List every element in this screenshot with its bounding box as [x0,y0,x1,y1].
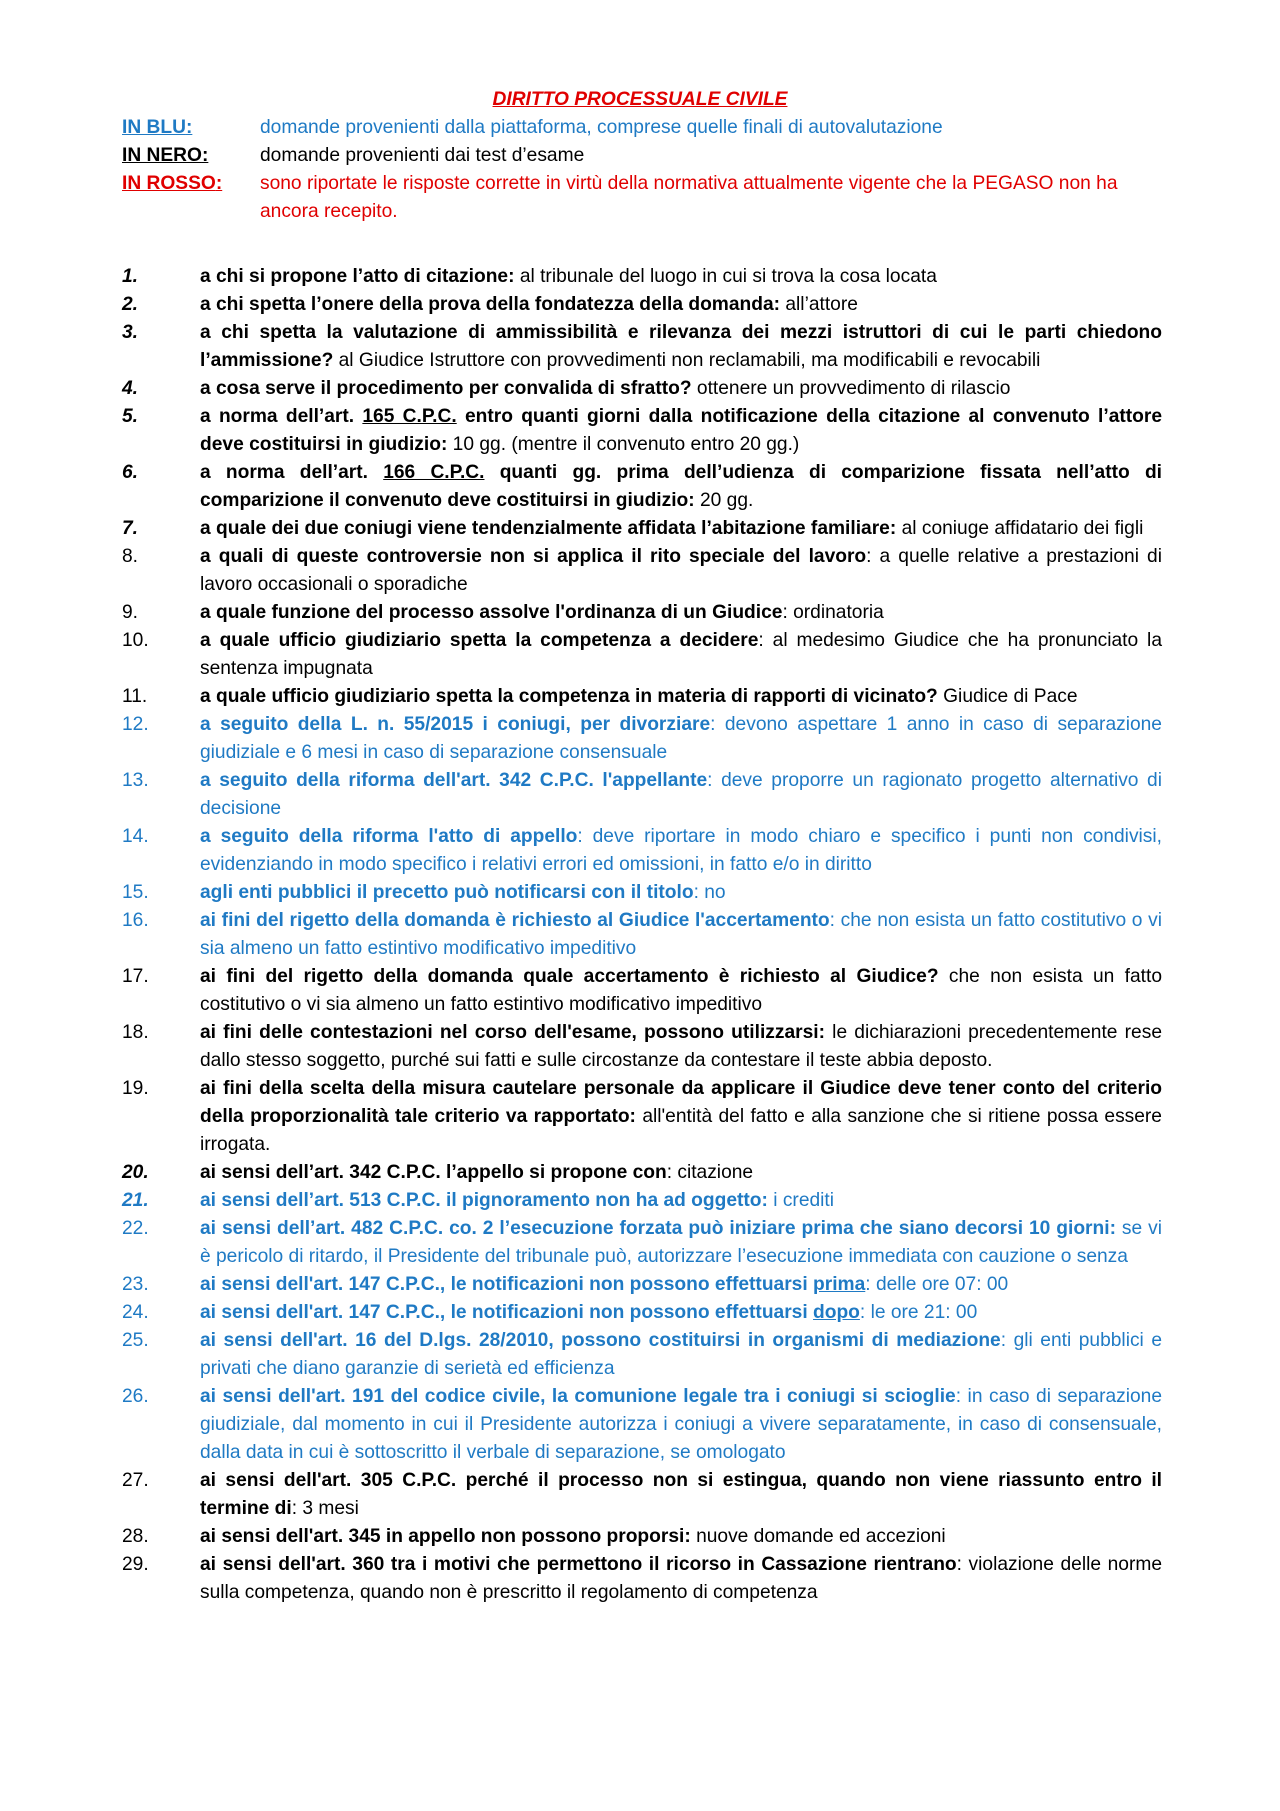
list-item [122,711,1162,767]
list-item [122,1159,1162,1187]
item-question: ai sensi dell'art. 305 C.P.C. perché il processo non si estingua, quando non viene riassunto entro il termine di [200,1470,1162,1519]
item-number: 7. [122,518,139,539]
item-answer: nuove domande ed accezioni [690,1526,946,1547]
item-question-article: 165 C.P.C. [362,406,457,427]
item-number: 2. [122,294,139,315]
item-question: agli enti pubblici il precetto può notificarsi con il titolo [200,882,694,903]
question-list [122,263,1162,1607]
item-answer: 10 gg. (mentre il convenuto entro 20 gg.) [447,434,800,455]
item-answer: : violazione delle norme sulla competenza, quando non è prescritto il regolamento di competenza [200,1554,1162,1603]
item-number: 13. [122,770,149,791]
item-answer: all'entità del fatto e alla sanzione che si ritiene possa essere irrogata. [200,1106,1162,1155]
list-item [122,1019,1162,1075]
item-number: 19. [122,1078,149,1099]
item-question: a quale ufficio giudiziario spetta la competenza a decidere [200,630,759,651]
item-question: a seguito della riforma dell'art. 342 C.P.C. l'appellante [200,770,708,791]
legend-text: domande provenienti dalla piattaforma, comprese quelle finali di autovalutazione [260,117,943,138]
list-item [122,459,1162,515]
list-item [122,515,1162,543]
list-item [122,683,1162,711]
item-question: a seguito della L. n. 55/2015 i coniugi, per divorziare [200,714,711,735]
item-number: 17. [122,966,149,987]
item-answer: : delle ore 07: 00 [865,1274,1009,1295]
item-answer: al tribunale del luogo in cui si trova la cosa locata [514,266,937,287]
item-question: a chi spetta l’onere della prova della fondatezza della domanda: [200,294,781,315]
item-answer: i crediti [767,1190,835,1211]
list-item [122,291,1162,319]
list-item [122,375,1162,403]
item-number: 29. [122,1554,149,1575]
item-question: a norma dell’art. [200,462,384,483]
legend-row-blue [122,114,1162,142]
item-number: 18. [122,1022,149,1043]
item-question-keyword: dopo [813,1302,860,1323]
item-number: 10. [122,630,149,651]
item-answer: : al medesimo Giudice che ha pronunciato la sentenza impugnata [200,630,1162,679]
item-question: ai fini della scelta della misura cautelare personale da applicare il Giudice deve tener conto del criterio della proporzionalità tale criterio va rapportato: [200,1078,1162,1127]
list-item [122,1271,1162,1299]
list-item [122,319,1162,375]
item-number: 15. [122,882,149,903]
list-item [122,403,1162,459]
list-item [122,1215,1162,1271]
item-number: 20. [122,1162,149,1183]
item-question: ai sensi dell'art. 16 del D.lgs. 28/2010, possono costituirsi in organismi di mediazione [200,1330,1001,1351]
item-answer: : deve proporre un ragionato progetto alternativo di decisione [200,770,1162,819]
item-answer: : citazione [666,1162,754,1183]
item-question: a seguito della riforma l'atto di appello [200,826,578,847]
list-item [122,1467,1162,1523]
item-answer: al coniuge affidatario dei figli [896,518,1144,539]
item-question: ai sensi dell'art. 360 tra i motivi che permettono il ricorso in Cassazione rientrano [200,1554,957,1575]
item-question-article: 166 C.P.C. [383,462,485,483]
list-item [122,627,1162,683]
item-answer: : gli enti pubblici e privati che diano garanzie di serietà ed efficienza [200,1330,1163,1379]
item-number: 8. [122,546,139,567]
legend-key: IN NERO [122,145,202,166]
color-legend [122,114,1162,226]
legend-key-sep: : [201,145,209,166]
item-number: 16. [122,910,149,931]
list-item [122,907,1162,963]
list-item [122,1299,1162,1327]
item-number: 22. [122,1218,149,1239]
item-question: ai fini del rigetto della domanda quale accertamento è richiesto al Giudice? [200,966,939,987]
item-number: 1. [122,266,139,287]
item-number: 25. [122,1330,149,1351]
item-answer: all’attore [780,294,858,315]
legend-row-red [122,170,1162,226]
item-question: a norma dell’art. [200,406,363,427]
list-item [122,1523,1162,1551]
item-answer: : che non esista un fatto costitutivo o vi sia almeno un fatto estintivo modificativo impeditivo [200,910,1162,959]
item-question: ai fini delle contestazioni nel corso dell'esame, possono utilizzarsi: [200,1022,825,1043]
item-answer: : deve riportare in modo chiaro e specifico i punti non condivisi, evidenziando in modo specifico i relativi errori ed omissioni, in fatto e/o in diritto [200,826,1162,875]
item-question: ai sensi dell'art. 147 C.P.C., le notificazioni non possono effettuarsi [200,1274,814,1295]
item-question: a quale funzione del processo assolve l'ordinanza di un Giudice [200,602,783,623]
item-question: quanti gg. prima dell’udienza di comparizione fissata nell’atto di comparizione il convenuto deve costituirsi in giudizio: [200,462,1162,511]
item-answer: le dichiarazioni precedentemente rese dallo stesso soggetto, purché sui fatti e sulle circostanze da contestare il teste abbia deposto. [200,1022,1162,1071]
item-question: ai sensi dell’art. 342 C.P.C. l’appello si propone con [200,1162,667,1183]
item-question: ai sensi dell'art. 147 C.P.C., le notificazioni non possono effettuarsi [200,1302,814,1323]
item-answer: : devono aspettare 1 anno in caso di separazione giudiziale e 6 mesi in caso di separazione consensuale [200,714,1162,763]
list-item [122,1551,1162,1607]
item-question: a quali di queste controversie non si applica il rito speciale del lavoro [200,546,867,567]
item-answer: : ordinatoria [782,602,884,623]
item-number: 3. [122,322,139,343]
item-question: a quale dei due coniugi viene tendenzialmente affidata l’abitazione familiare: [200,518,897,539]
item-answer: ottenere un provvedimento di rilascio [691,378,1011,399]
item-number: 27. [122,1470,149,1491]
item-answer: : no [693,882,726,903]
item-number: 28. [122,1526,149,1547]
item-question: a cosa serve il procedimento per convalida di sfratto? [200,378,692,399]
item-number: 11. [122,686,148,707]
item-answer: : a quelle relative a prestazioni di lavoro occasionali o sporadiche [200,546,1162,595]
item-number: 14. [122,826,149,847]
item-question: ai sensi dell’art. 482 C.P.C. co. 2 l’esecuzione forzata può iniziare prima che siano decorsi 10 giorni: [200,1218,1116,1239]
list-item [122,1187,1162,1215]
legend-key-sep: : [185,117,193,138]
page-title: DIRITTO PROCESSUALE CIVILE [492,89,788,110]
item-number: 21. [122,1190,149,1211]
item-question: ai sensi dell’art. 513 C.P.C. il pignoramento non ha ad oggetto: [200,1190,768,1211]
item-question: ai fini del rigetto della domanda è richiesto al Giudice l'accertamento [200,910,830,931]
item-answer: 20 gg. [694,490,754,511]
item-answer: : le ore 21: 00 [859,1302,978,1323]
list-item [122,823,1162,879]
list-item [122,263,1162,291]
legend-text: domande provenienti dai test d’esame [260,145,585,166]
list-item [122,879,1162,907]
legend-key: IN ROSSO [122,173,216,194]
item-number: 12. [122,714,149,735]
list-item [122,543,1162,599]
list-item [122,1383,1162,1467]
item-answer: : in caso di separazione giudiziale, dal momento in cui il Presidente autorizza i coniugi a vivere separatamente, in caso di consensuale, dalla data in cui è sottoscritto il verbale di separazione, se omologato [200,1386,1163,1463]
list-item [122,1075,1162,1159]
item-question: a quale ufficio giudiziario spetta la competenza in materia di rapporti di vicinato? [200,686,938,707]
list-item [122,599,1162,627]
item-question: a chi si propone l’atto di citazione: [200,266,515,287]
list-item [122,767,1162,823]
legend-key: IN BLU [122,117,186,138]
item-question: ai sensi dell'art. 345 in appello non possono proporsi: [200,1526,691,1547]
item-number: 4. [122,378,139,399]
item-number: 9. [122,602,139,623]
item-question: entro quanti giorni dalla notificazione della citazione al convenuto l’attore deve costituirsi in giudizio: [200,406,1163,455]
item-answer: che non esista un fatto costitutivo o vi sia almeno un fatto estintivo modificativo impeditivo [200,966,1163,1015]
item-number: 23. [122,1274,149,1295]
item-number: 6. [122,462,139,483]
item-answer: : 3 mesi [291,1498,359,1519]
item-answer: Giudice di Pace [937,686,1078,707]
item-answer: al Giudice Istruttore con provvedimenti non reclamabili, ma modificabili e revocabili [333,350,1041,371]
item-question: a chi spetta la valutazione di ammissibilità e rilevanza dei mezzi istruttori di cui le parti chiedono l’ammissione? [200,322,1162,371]
item-question-keyword: prima [813,1274,866,1295]
legend-row-black [122,142,1162,170]
list-item [122,963,1162,1019]
item-number: 5. [122,406,139,427]
legend-key-sep: : [215,173,223,194]
list-item [122,1327,1162,1383]
item-number: 26. [122,1386,149,1407]
item-answer: se vi è pericolo di ritardo, il Presidente del tribunale può, autorizzare l’esecuzione immediata con cauzione o senza [200,1218,1162,1267]
legend-text: sono riportate le risposte corrette in virtù della normativa attualmente vigente che la PEGASO non ha ancora recepito. [260,173,1118,222]
item-question: ai sensi dell'art. 191 del codice civile, la comunione legale tra i coniugi si scioglie [200,1386,956,1407]
item-number: 24. [122,1302,149,1323]
